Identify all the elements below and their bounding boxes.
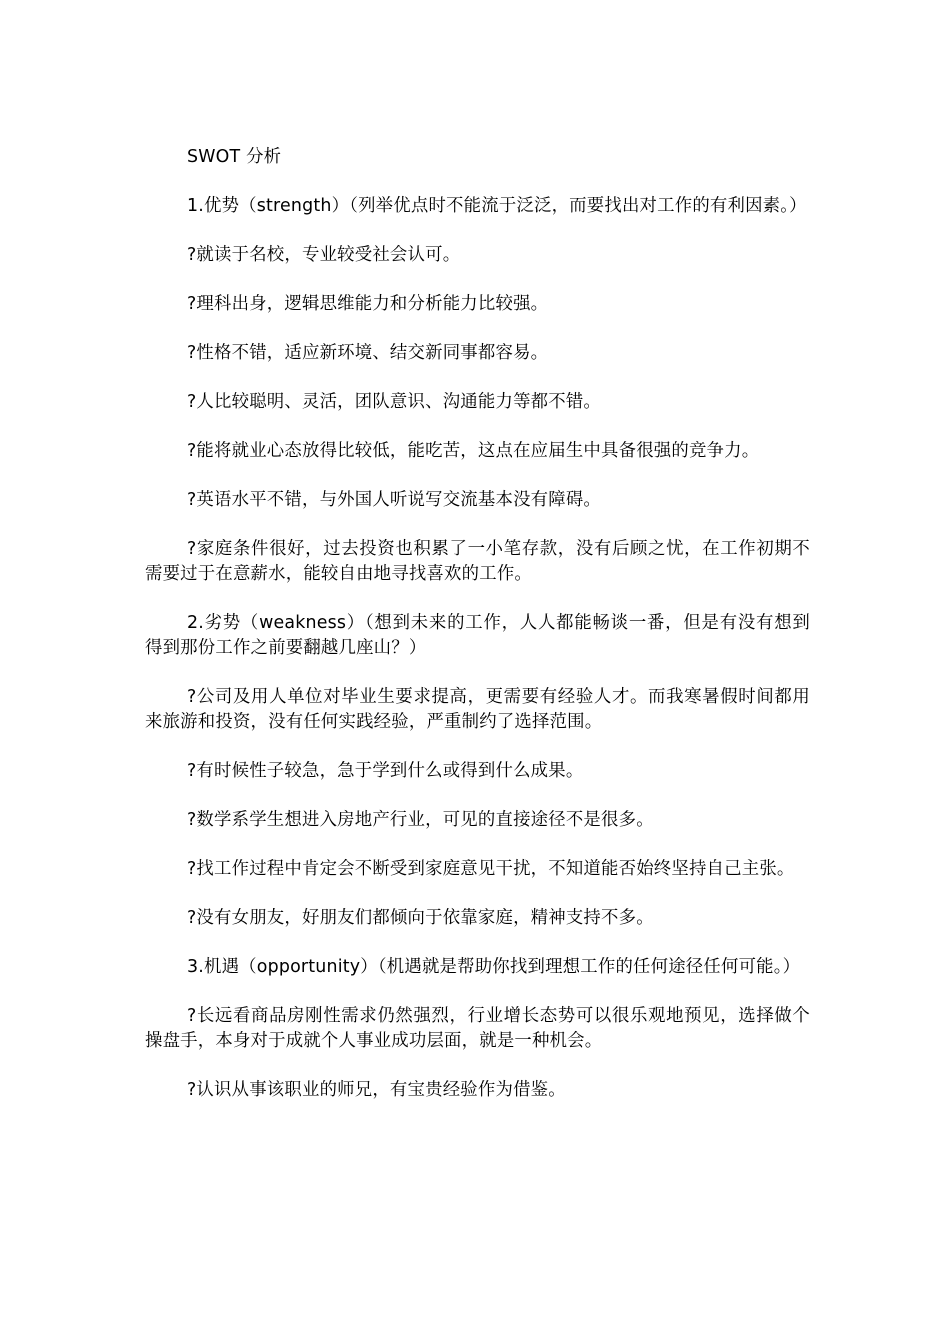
section-heading-strength: 1.优势（strength）（列举优点时不能流于泛泛，而要找出对工作的有利因素。） <box>187 196 807 216</box>
weakness-item: ?数学系学生想进入房地产行业，可见的直接途径不是很多。 <box>187 810 654 830</box>
strength-item: ?家庭条件很好，过去投资也积累了一小笔存款，没有后顾之忧，在工作初期不需要过于在意薪水，能较自由地寻找喜欢的工作。 <box>145 539 810 584</box>
weakness-item: ?找工作过程中肯定会不断受到家庭意见干扰，不知道能否始终坚持自己主张。 <box>187 859 795 879</box>
strength-item: ?能将就业心态放得比较低，能吃苦，这点在应届生中具备很强的竞争力。 <box>187 441 760 461</box>
strength-item: ?理科出身，逻辑思维能力和分析能力比较强。 <box>187 294 549 314</box>
weakness-item: ?公司及用人单位对毕业生要求提高，更需要有经验人才。而我寒暑假时间都用来旅游和投资，没有任何实践经验，严重制约了选择范围。 <box>145 687 810 732</box>
section-heading-weakness: 2.劣势（weakness）（想到未来的工作，人人都能畅谈一番，但是有没有想到得到那份工作之前要翻越几座山？） <box>145 613 810 658</box>
weakness-item: ?有时候性子较急，急于学到什么或得到什么成果。 <box>187 761 584 781</box>
strength-item: ?英语水平不错，与外国人听说写交流基本没有障碍。 <box>187 490 602 510</box>
strength-item: ?性格不错，适应新环境、结交新同事都容易。 <box>187 343 549 363</box>
opportunity-item: ?认识从事该职业的师兄，有宝贵经验作为借鉴。 <box>187 1080 566 1100</box>
weakness-item: ?没有女朋友，好朋友们都倾向于依靠家庭，精神支持不多。 <box>187 908 654 928</box>
section-heading-opportunity: 3.机遇（opportunity）（机遇就是帮助你找到理想工作的任何途径任何可能。） <box>187 957 801 977</box>
document-body <box>145 145 810 1127</box>
opportunity-item: ?长远看商品房刚性需求仍然强烈，行业增长态势可以很乐观地预见，选择做个操盘手，本身对于成就个人事业成功层面，就是一种机会。 <box>145 1006 810 1051</box>
strength-item: ?人比较聪明、灵活，团队意识、沟通能力等都不错。 <box>187 392 602 412</box>
strength-item: ?就读于名校，专业较受社会认可。 <box>187 245 461 265</box>
document-title: SWOT 分析 <box>187 147 282 167</box>
